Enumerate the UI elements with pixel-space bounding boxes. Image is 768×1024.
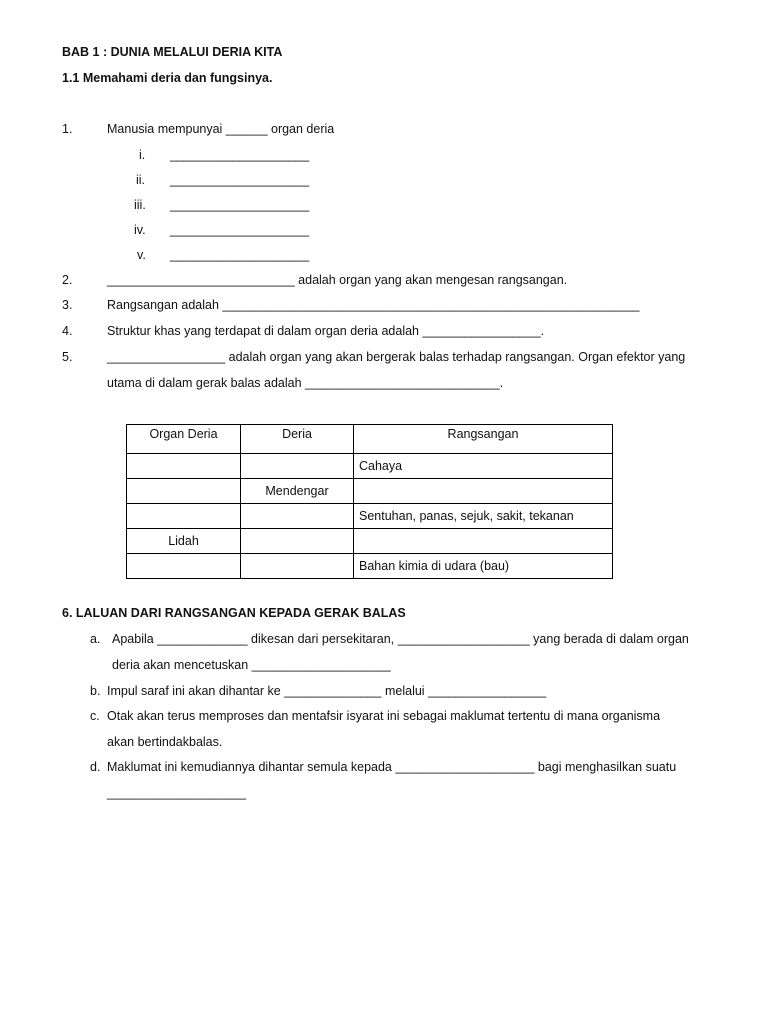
senses-table [126, 424, 613, 579]
table-cell-rangsangan [354, 554, 613, 579]
cell-text: Mendengar [265, 484, 329, 498]
item-d-line-2: ____________________ [107, 786, 247, 800]
cell-text: Cahaya [359, 459, 403, 473]
chapter-heading: BAB 1 : DUNIA MELALUI DERIA KITA [62, 45, 283, 59]
q1-item-4-blank: ____________________ [170, 223, 310, 237]
q4-number: 4. [62, 324, 73, 338]
q1-item-1-blank: ____________________ [170, 148, 310, 162]
section-heading: 1.1 Memahami deria dan fungsinya. [62, 71, 273, 85]
q3-text: Rangsangan adalah ____________________________________________________________ [107, 298, 640, 312]
header-rangsangan-label: Rangsangan [447, 427, 519, 441]
table-cell-organ [127, 529, 241, 554]
table-row [127, 454, 613, 479]
header-deria [241, 425, 354, 454]
item-c-label: c. [90, 709, 100, 723]
q1-item-5-blank: ____________________ [170, 248, 310, 262]
item-a-label: a. [90, 632, 101, 646]
table-header-row [127, 425, 613, 454]
table-cell-deria [241, 479, 354, 504]
q1-item-3-blank: ____________________ [170, 198, 310, 212]
header-rangsangan [354, 425, 613, 454]
q1-number: 1. [62, 122, 73, 136]
q5-number: 5. [62, 350, 73, 364]
item-c-line-2: akan bertindakbalas. [107, 735, 223, 749]
q1-item-1-number: i. [139, 148, 146, 162]
cell-text: Lidah [168, 534, 199, 548]
cell-text: Bahan kimia di udara (bau) [359, 559, 510, 573]
item-a-line-2: deria akan mencetuskan ____________________ [112, 658, 391, 672]
table-cell-deria[interactable] [241, 554, 354, 579]
q1-item-2-blank: ____________________ [170, 173, 310, 187]
table-cell-deria[interactable] [241, 504, 354, 529]
header-deria-label: Deria [282, 427, 312, 441]
table-row [127, 504, 613, 529]
table-cell-rangsangan [354, 504, 613, 529]
q1-item-4-number: iv. [134, 223, 146, 237]
header-organ-deria-label: Organ Deria [149, 427, 218, 441]
q2-text: ___________________________ adalah organ yang akan mengesan rangsangan. [107, 273, 568, 287]
item-c-line-1: Otak akan terus memproses dan mentafsir isyarat ini sebagai maklumat tertentu di mana organisma [107, 709, 661, 723]
q2-number: 2. [62, 273, 73, 287]
table-cell-organ[interactable] [127, 504, 241, 529]
q3-number: 3. [62, 298, 73, 312]
table-cell-organ[interactable] [127, 554, 241, 579]
table-cell-deria[interactable] [241, 529, 354, 554]
table-row [127, 529, 613, 554]
table-row [127, 554, 613, 579]
header-organ-deria [127, 425, 241, 454]
table-cell-organ[interactable] [127, 479, 241, 504]
table-cell-organ[interactable] [127, 454, 241, 479]
section-6-title: 6. LALUAN DARI RANGSANGAN KEPADA GERAK BALAS [62, 606, 406, 620]
item-a-line-1: Apabila _____________ dikesan dari persekitaran, ___________________ yang berada di dalam organ [112, 632, 689, 646]
table-row [127, 479, 613, 504]
q5-line-2: utama di dalam gerak balas adalah ____________________________. [107, 376, 504, 390]
table-cell-rangsangan[interactable] [354, 479, 613, 504]
item-b-line-1: Impul saraf ini akan dihantar ke ______________ melalui _________________ [107, 684, 547, 698]
q1-item-2-number: ii. [136, 173, 146, 187]
q5-line-1: _________________ adalah organ yang akan bergerak balas terhadap rangsangan. Organ efektor yang [107, 350, 686, 364]
q1-item-5-number: v. [137, 248, 146, 262]
item-b-label: b. [90, 684, 101, 698]
table-cell-deria[interactable] [241, 454, 354, 479]
table-cell-rangsangan [354, 454, 613, 479]
item-d-label: d. [90, 760, 101, 774]
item-d-line-1: Maklumat ini kemudiannya dihantar semula kepada ____________________ bagi menghasilkan suatu [107, 760, 677, 774]
q1-item-3-number: iii. [134, 198, 146, 212]
table-cell-rangsangan[interactable] [354, 529, 613, 554]
q4-text: Struktur khas yang terdapat di dalam organ deria adalah _________________. [107, 324, 545, 338]
cell-text: Sentuhan, panas, sejuk, sakit, tekanan [359, 509, 574, 523]
q1-text: Manusia mempunyai ______ organ deria [107, 122, 335, 136]
